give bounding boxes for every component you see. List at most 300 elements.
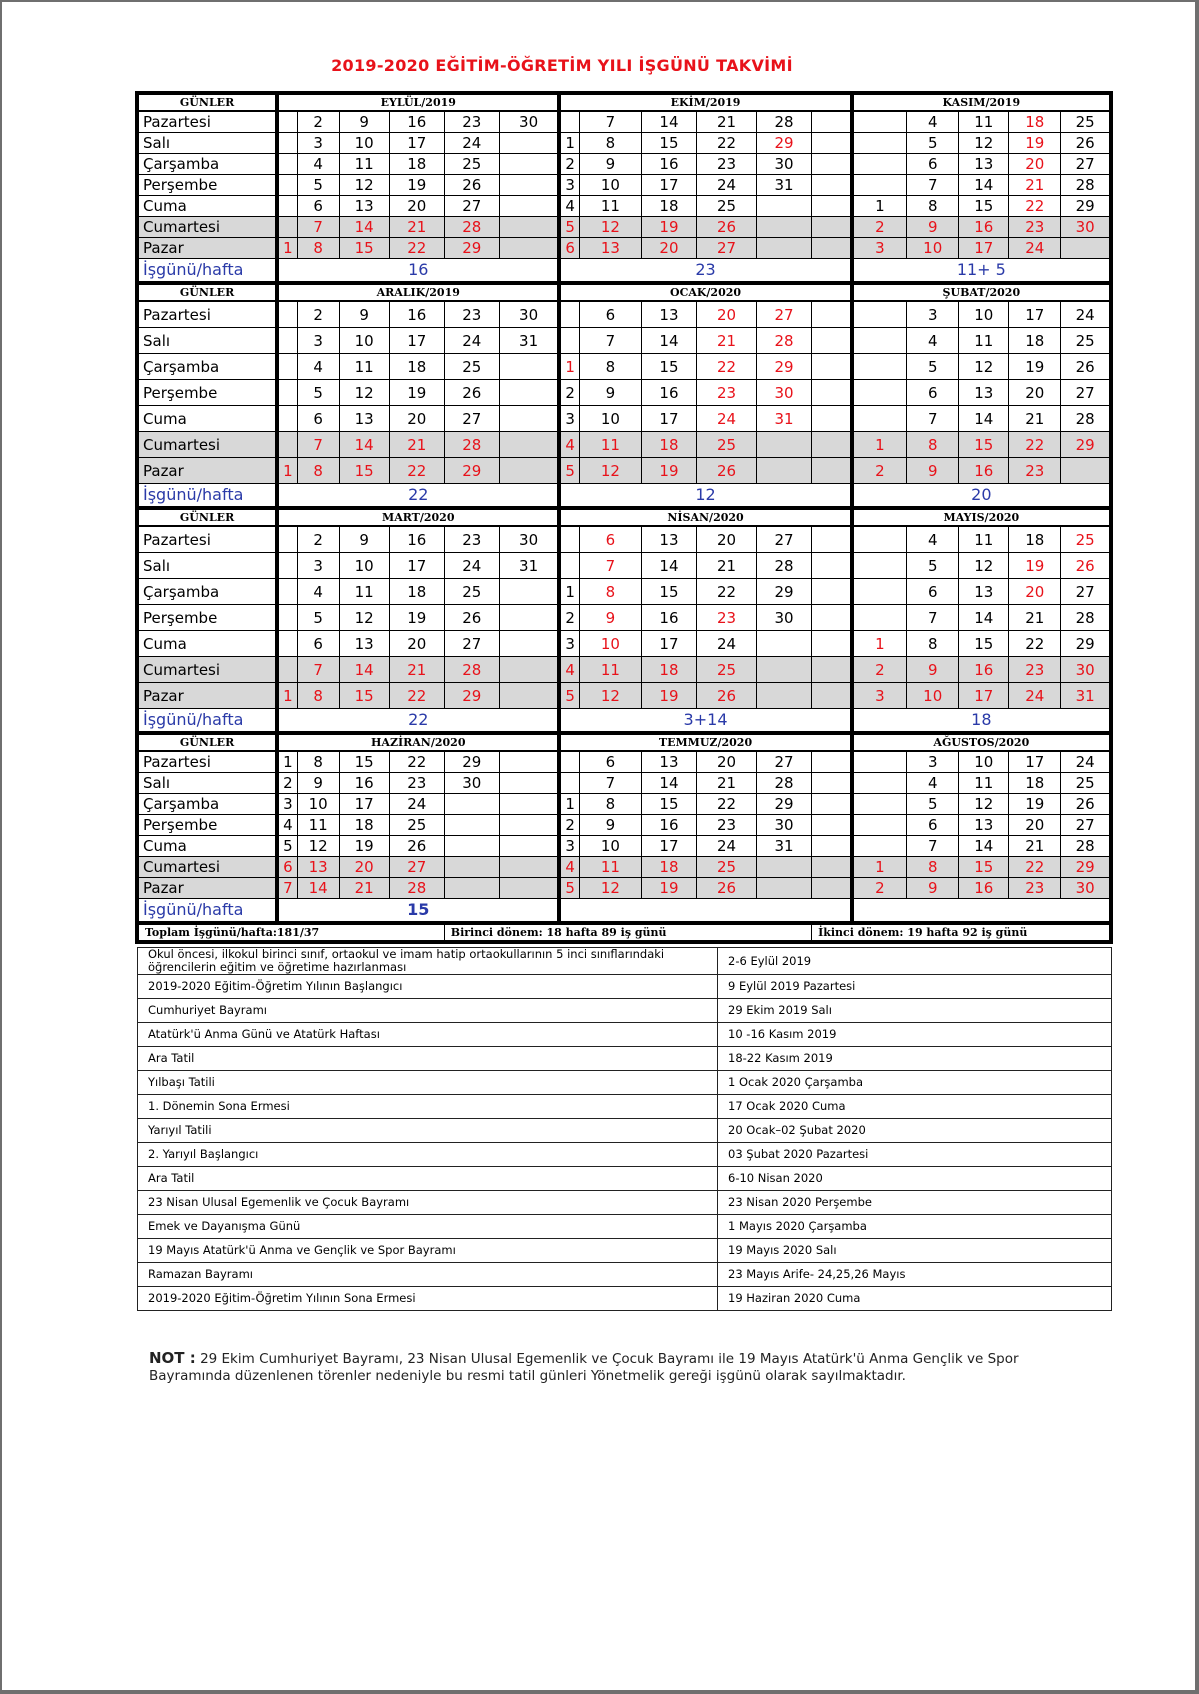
month-header-row — [137, 508, 1111, 526]
calendar-day: 18 — [1009, 328, 1061, 354]
calendar-day: 17 — [959, 683, 1009, 709]
calendar-day: 6 — [579, 526, 641, 553]
weekday-row — [137, 631, 1111, 657]
event-label: 1. Dönemin Sona Ermesi — [138, 1095, 718, 1119]
calendar-day: 14 — [339, 657, 389, 683]
calendar-day: 23 — [1009, 458, 1061, 484]
month-name: OCAK/2020 — [559, 283, 851, 301]
calendar-day: 24 — [1009, 238, 1061, 259]
calendar-day: 26 — [444, 605, 499, 631]
event-row — [138, 1167, 1112, 1191]
calendar-day: 19 — [389, 380, 444, 406]
calendar-day: 25 — [697, 857, 757, 878]
weekday-name: Cumartesi — [137, 857, 277, 878]
days-header: GÜNLER — [137, 283, 277, 301]
calendar-day: 30 — [499, 301, 559, 328]
weekday-row — [137, 380, 1111, 406]
calendar-day: 29 — [1061, 857, 1111, 878]
calendar-day — [812, 631, 852, 657]
calendar-day — [852, 354, 907, 380]
calendar-day: 24 — [444, 133, 499, 154]
calendar-day: 6 — [907, 579, 959, 605]
event-date: 18-22 Kasım 2019 — [718, 1047, 1112, 1071]
calendar-day — [277, 354, 297, 380]
calendar-day: 30 — [1061, 657, 1111, 683]
calendar-day — [757, 238, 812, 259]
event-row — [138, 1095, 1112, 1119]
calendar-day — [757, 683, 812, 709]
calendar-day: 8 — [907, 432, 959, 458]
calendar-day: 1 — [852, 196, 907, 217]
calendar-day: 14 — [959, 406, 1009, 432]
calendar-day: 11 — [959, 328, 1009, 354]
calendar-day: 17 — [641, 175, 696, 196]
calendar-day: 22 — [389, 238, 444, 259]
calendar-day — [812, 605, 852, 631]
calendar-day: 9 — [339, 111, 389, 133]
calendar-day: 8 — [579, 794, 641, 815]
calendar-day: 26 — [1061, 354, 1111, 380]
calendar-day — [499, 380, 559, 406]
weekday-row — [137, 657, 1111, 683]
calendar-day: 10 — [959, 301, 1009, 328]
calendar-day: 20 — [1009, 579, 1061, 605]
month-name: TEMMUZ/2020 — [559, 733, 851, 751]
calendar-day: 5 — [907, 553, 959, 579]
calendar-day: 22 — [697, 579, 757, 605]
calendar-day — [852, 836, 907, 857]
note-label: NOT : — [149, 1349, 196, 1367]
calendar-day: 3 — [559, 836, 579, 857]
calendar-day: 12 — [297, 836, 339, 857]
calendar-day: 7 — [297, 217, 339, 238]
event-row — [138, 1215, 1112, 1239]
calendar-day — [852, 301, 907, 328]
workday-count: 20 — [852, 484, 1111, 509]
calendar-day — [499, 154, 559, 175]
calendar-day: 11 — [339, 154, 389, 175]
calendar-day: 5 — [297, 605, 339, 631]
calendar-day: 27 — [697, 238, 757, 259]
event-label: 2019-2020 Eğitim-Öğretim Yılının Sona Ermesi — [138, 1287, 718, 1311]
calendar-day: 29 — [444, 683, 499, 709]
calendar-day: 26 — [697, 878, 757, 899]
workday-count: 12 — [559, 484, 851, 509]
calendar-day: 6 — [559, 238, 579, 259]
note — [149, 1350, 1069, 1385]
calendar-day: 17 — [959, 238, 1009, 259]
calendar-day — [559, 111, 579, 133]
calendar-day: 10 — [579, 406, 641, 432]
calendar-day: 9 — [579, 815, 641, 836]
calendar-day: 21 — [339, 878, 389, 899]
calendar-day: 5 — [559, 458, 579, 484]
calendar-day: 30 — [1061, 217, 1111, 238]
calendar-day: 22 — [389, 751, 444, 773]
calendar-day: 28 — [1061, 406, 1111, 432]
calendar-day: 1 — [559, 133, 579, 154]
event-row — [138, 1287, 1112, 1311]
calendar-day: 15 — [959, 857, 1009, 878]
calendar-day: 27 — [757, 751, 812, 773]
calendar-day: 16 — [959, 657, 1009, 683]
month-name: KASIM/2019 — [852, 93, 1111, 111]
calendar-day: 7 — [907, 406, 959, 432]
workday-count: 22 — [277, 709, 559, 734]
calendar-day: 31 — [499, 328, 559, 354]
calendar-day — [277, 380, 297, 406]
event-label: 2019-2020 Eğitim-Öğretim Yılının Başlangıcı — [138, 975, 718, 999]
weekday-name: Perşembe — [137, 175, 277, 196]
calendar-day — [277, 657, 297, 683]
workday-count: 22 — [277, 484, 559, 509]
calendar-day: 14 — [297, 878, 339, 899]
calendar-day: 8 — [907, 631, 959, 657]
calendar-day: 4 — [559, 432, 579, 458]
calendar-day: 23 — [1009, 878, 1061, 899]
calendar-day: 28 — [757, 328, 812, 354]
weekday-row — [137, 605, 1111, 631]
calendar-day: 17 — [641, 631, 696, 657]
calendar-day — [499, 458, 559, 484]
weekday-row — [137, 878, 1111, 899]
calendar-day: 31 — [757, 406, 812, 432]
calendar-day: 23 — [697, 154, 757, 175]
calendar-day: 18 — [641, 432, 696, 458]
calendar-day — [757, 631, 812, 657]
calendar-day: 22 — [1009, 631, 1061, 657]
weekday-row — [137, 751, 1111, 773]
calendar-day — [277, 175, 297, 196]
calendar-day: 20 — [389, 406, 444, 432]
calendar-day: 18 — [339, 815, 389, 836]
calendar-day — [444, 815, 499, 836]
calendar-day: 20 — [641, 238, 696, 259]
calendar-day: 21 — [1009, 836, 1061, 857]
calendar-day — [852, 579, 907, 605]
calendar-day: 16 — [959, 217, 1009, 238]
weekday-row — [137, 773, 1111, 794]
calendar-day: 26 — [697, 458, 757, 484]
calendar-day: 10 — [907, 683, 959, 709]
calendar-day: 29 — [757, 354, 812, 380]
calendar-day: 2 — [559, 154, 579, 175]
calendar-day: 26 — [697, 683, 757, 709]
weekday-name: Salı — [137, 773, 277, 794]
event-row — [138, 1071, 1112, 1095]
calendar-day: 1 — [277, 238, 297, 259]
calendar-day — [812, 683, 852, 709]
calendar-day: 24 — [697, 406, 757, 432]
calendar-day: 11 — [297, 815, 339, 836]
event-date: 2-6 Eylül 2019 — [718, 948, 1112, 975]
calendar-day: 25 — [444, 154, 499, 175]
calendar-day: 30 — [757, 605, 812, 631]
calendar-day: 28 — [444, 217, 499, 238]
calendar-day: 31 — [757, 175, 812, 196]
calendar-day — [812, 657, 852, 683]
calendar-day: 4 — [297, 154, 339, 175]
calendar-day: 6 — [297, 631, 339, 657]
calendar-day: 9 — [579, 154, 641, 175]
calendar-day: 15 — [959, 432, 1009, 458]
calendar-day: 18 — [1009, 773, 1061, 794]
calendar-day: 16 — [389, 301, 444, 328]
calendar-day: 8 — [297, 458, 339, 484]
days-header: GÜNLER — [137, 93, 277, 111]
calendar-day: 3 — [297, 133, 339, 154]
calendar-day — [277, 111, 297, 133]
workday-label: İşgünü/hafta — [137, 899, 277, 924]
calendar-day: 1 — [559, 579, 579, 605]
calendar-day — [499, 406, 559, 432]
event-date: 23 Nisan 2020 Perşembe — [718, 1191, 1112, 1215]
calendar-day: 29 — [757, 794, 812, 815]
calendar-day: 17 — [641, 406, 696, 432]
calendar-day — [812, 133, 852, 154]
calendar-day — [277, 217, 297, 238]
calendar-day: 11 — [579, 857, 641, 878]
calendar-day — [852, 815, 907, 836]
calendar-day: 28 — [757, 111, 812, 133]
event-label: Cumhuriyet Bayramı — [138, 999, 718, 1023]
calendar-day: 22 — [1009, 857, 1061, 878]
calendar-day: 10 — [339, 133, 389, 154]
calendar-day: 29 — [444, 238, 499, 259]
calendar-day: 18 — [1009, 526, 1061, 553]
calendar-day: 21 — [697, 553, 757, 579]
calendar-day — [499, 878, 559, 899]
calendar-day: 17 — [1009, 301, 1061, 328]
events-table — [137, 947, 1112, 1311]
calendar-day — [852, 794, 907, 815]
calendar-day — [812, 526, 852, 553]
calendar-day — [757, 878, 812, 899]
note-text: 29 Ekim Cumhuriyet Bayramı, 23 Nisan Ulusal Egemenlik ve Çocuk Bayramı ile 19 Mayıs Atatürk'ü Anma Gençlik ve Spor Bayramında düzenlenen törenler nedeniyle bu resmi tatil günleri Yönetmelik gereği işgünü olarak sayılmaktadır. — [149, 1351, 1019, 1384]
weekday-row — [137, 217, 1111, 238]
calendar-day: 22 — [697, 354, 757, 380]
calendar-day: 19 — [641, 217, 696, 238]
weekday-row — [137, 196, 1111, 217]
calendar-day: 31 — [499, 553, 559, 579]
weekday-row — [137, 683, 1111, 709]
page-title: 2019-2020 EĞİTİM-ÖĞRETİM YILI İŞGÜNÜ TAKVİMİ — [331, 56, 793, 75]
weekday-name: Salı — [137, 553, 277, 579]
calendar-day — [852, 605, 907, 631]
calendar-day: 12 — [339, 605, 389, 631]
totals-row — [137, 923, 1111, 942]
workday-count: 15 — [277, 899, 559, 924]
calendar-day: 21 — [697, 328, 757, 354]
calendar-day — [499, 683, 559, 709]
calendar-day: 1 — [852, 857, 907, 878]
calendar-day: 2 — [297, 526, 339, 553]
workday-calendar — [135, 91, 1113, 944]
calendar-day: 19 — [641, 683, 696, 709]
calendar-day: 1 — [559, 354, 579, 380]
calendar-day: 16 — [641, 154, 696, 175]
calendar-day: 13 — [339, 196, 389, 217]
calendar-day — [499, 217, 559, 238]
calendar-day: 31 — [757, 836, 812, 857]
calendar-day: 13 — [959, 154, 1009, 175]
weekday-name: Salı — [137, 328, 277, 354]
calendar-day — [499, 836, 559, 857]
calendar-day: 28 — [1061, 605, 1111, 631]
calendar-day: 4 — [907, 526, 959, 553]
calendar-day: 18 — [641, 196, 696, 217]
weekday-row — [137, 526, 1111, 553]
days-header: GÜNLER — [137, 508, 277, 526]
calendar-day: 11 — [339, 579, 389, 605]
workday-count — [559, 899, 851, 924]
calendar-day: 25 — [1061, 773, 1111, 794]
calendar-day: 28 — [1061, 175, 1111, 196]
calendar-day: 25 — [389, 815, 444, 836]
weekday-name: Pazartesi — [137, 301, 277, 328]
calendar-day: 17 — [389, 328, 444, 354]
month-name: EYLÜL/2019 — [277, 93, 559, 111]
calendar-day: 14 — [339, 432, 389, 458]
calendar-day: 25 — [1061, 328, 1111, 354]
calendar-day: 1 — [852, 631, 907, 657]
calendar-day: 23 — [1009, 217, 1061, 238]
calendar-day: 13 — [641, 301, 696, 328]
calendar-day — [812, 328, 852, 354]
calendar-day: 21 — [697, 773, 757, 794]
calendar-day — [277, 526, 297, 553]
calendar-day — [852, 406, 907, 432]
workday-count: 16 — [277, 259, 559, 284]
calendar-day — [499, 751, 559, 773]
calendar-day: 8 — [907, 857, 959, 878]
calendar-day — [277, 154, 297, 175]
calendar-day: 8 — [579, 133, 641, 154]
calendar-day — [852, 328, 907, 354]
calendar-day: 9 — [907, 217, 959, 238]
calendar-day — [499, 432, 559, 458]
calendar-day — [852, 111, 907, 133]
event-date: 20 Ocak–02 Şubat 2020 — [718, 1119, 1112, 1143]
event-row — [138, 1239, 1112, 1263]
calendar-day: 15 — [339, 751, 389, 773]
month-name: MART/2020 — [277, 508, 559, 526]
calendar-day: 16 — [641, 380, 696, 406]
calendar-day — [852, 133, 907, 154]
weekday-row — [137, 175, 1111, 196]
weekday-row — [137, 857, 1111, 878]
calendar-day: 22 — [1009, 432, 1061, 458]
calendar-day: 23 — [444, 526, 499, 553]
calendar-day: 28 — [444, 657, 499, 683]
calendar-day: 14 — [641, 111, 696, 133]
month-name: ARALIK/2019 — [277, 283, 559, 301]
weekday-row — [137, 238, 1111, 259]
calendar-day: 30 — [499, 111, 559, 133]
calendar-day: 16 — [959, 458, 1009, 484]
calendar-day: 16 — [959, 878, 1009, 899]
calendar-day: 17 — [389, 553, 444, 579]
calendar-day: 16 — [389, 526, 444, 553]
calendar-day — [852, 380, 907, 406]
calendar-day: 20 — [339, 857, 389, 878]
calendar-day: 7 — [579, 111, 641, 133]
calendar-day: 3 — [907, 751, 959, 773]
calendar-day — [852, 773, 907, 794]
event-label: Okul öncesi, ilkokul birinci sınıf, ortaokul ve imam hatip ortaokullarının 5 inci sınıflarındaki öğrencilerin eğitim ve öğretime hazırlanması — [138, 948, 718, 975]
calendar-day: 28 — [1061, 836, 1111, 857]
calendar-day — [812, 380, 852, 406]
event-date: 1 Mayıs 2020 Çarşamba — [718, 1215, 1112, 1239]
event-row — [138, 1143, 1112, 1167]
calendar-day: 20 — [1009, 154, 1061, 175]
calendar-day — [499, 815, 559, 836]
calendar-day: 19 — [1009, 553, 1061, 579]
calendar-day: 2 — [559, 380, 579, 406]
calendar-day — [499, 631, 559, 657]
calendar-day: 12 — [579, 458, 641, 484]
calendar-day: 25 — [444, 354, 499, 380]
event-label: Yılbaşı Tatili — [138, 1071, 718, 1095]
calendar-day: 21 — [389, 657, 444, 683]
calendar-day — [812, 836, 852, 857]
calendar-day: 12 — [339, 380, 389, 406]
calendar-day — [559, 328, 579, 354]
workday-count: 3+14 — [559, 709, 851, 734]
calendar-day: 20 — [1009, 815, 1061, 836]
calendar-day: 19 — [389, 175, 444, 196]
calendar-day: 26 — [1061, 133, 1111, 154]
calendar-day — [499, 238, 559, 259]
calendar-day — [812, 878, 852, 899]
calendar-day: 17 — [1009, 751, 1061, 773]
weekday-name: Pazar — [137, 878, 277, 899]
weekday-name: Çarşamba — [137, 579, 277, 605]
calendar-day — [444, 794, 499, 815]
workday-row — [137, 259, 1111, 284]
event-row — [138, 1191, 1112, 1215]
month-name: NİSAN/2020 — [559, 508, 851, 526]
calendar-day: 23 — [697, 605, 757, 631]
event-row — [138, 1263, 1112, 1287]
calendar-day: 22 — [697, 794, 757, 815]
weekday-row — [137, 836, 1111, 857]
calendar-day — [499, 857, 559, 878]
calendar-day: 7 — [579, 773, 641, 794]
calendar-day: 21 — [1009, 406, 1061, 432]
calendar-day: 15 — [641, 354, 696, 380]
workday-count: 18 — [852, 709, 1111, 734]
calendar-day: 5 — [559, 217, 579, 238]
calendar-day: 5 — [907, 354, 959, 380]
calendar-day — [812, 175, 852, 196]
calendar-day: 1 — [277, 683, 297, 709]
calendar-day: 9 — [339, 301, 389, 328]
event-row — [138, 1119, 1112, 1143]
calendar-day — [812, 458, 852, 484]
event-date: 6-10 Nisan 2020 — [718, 1167, 1112, 1191]
calendar-day — [499, 196, 559, 217]
calendar-day: 7 — [907, 175, 959, 196]
calendar-day: 28 — [389, 878, 444, 899]
calendar-day: 1 — [277, 458, 297, 484]
calendar-day — [499, 773, 559, 794]
calendar-day — [277, 301, 297, 328]
weekday-row — [137, 432, 1111, 458]
weekday-name: Pazartesi — [137, 751, 277, 773]
calendar-day: 19 — [339, 836, 389, 857]
workday-label: İşgünü/hafta — [137, 709, 277, 734]
